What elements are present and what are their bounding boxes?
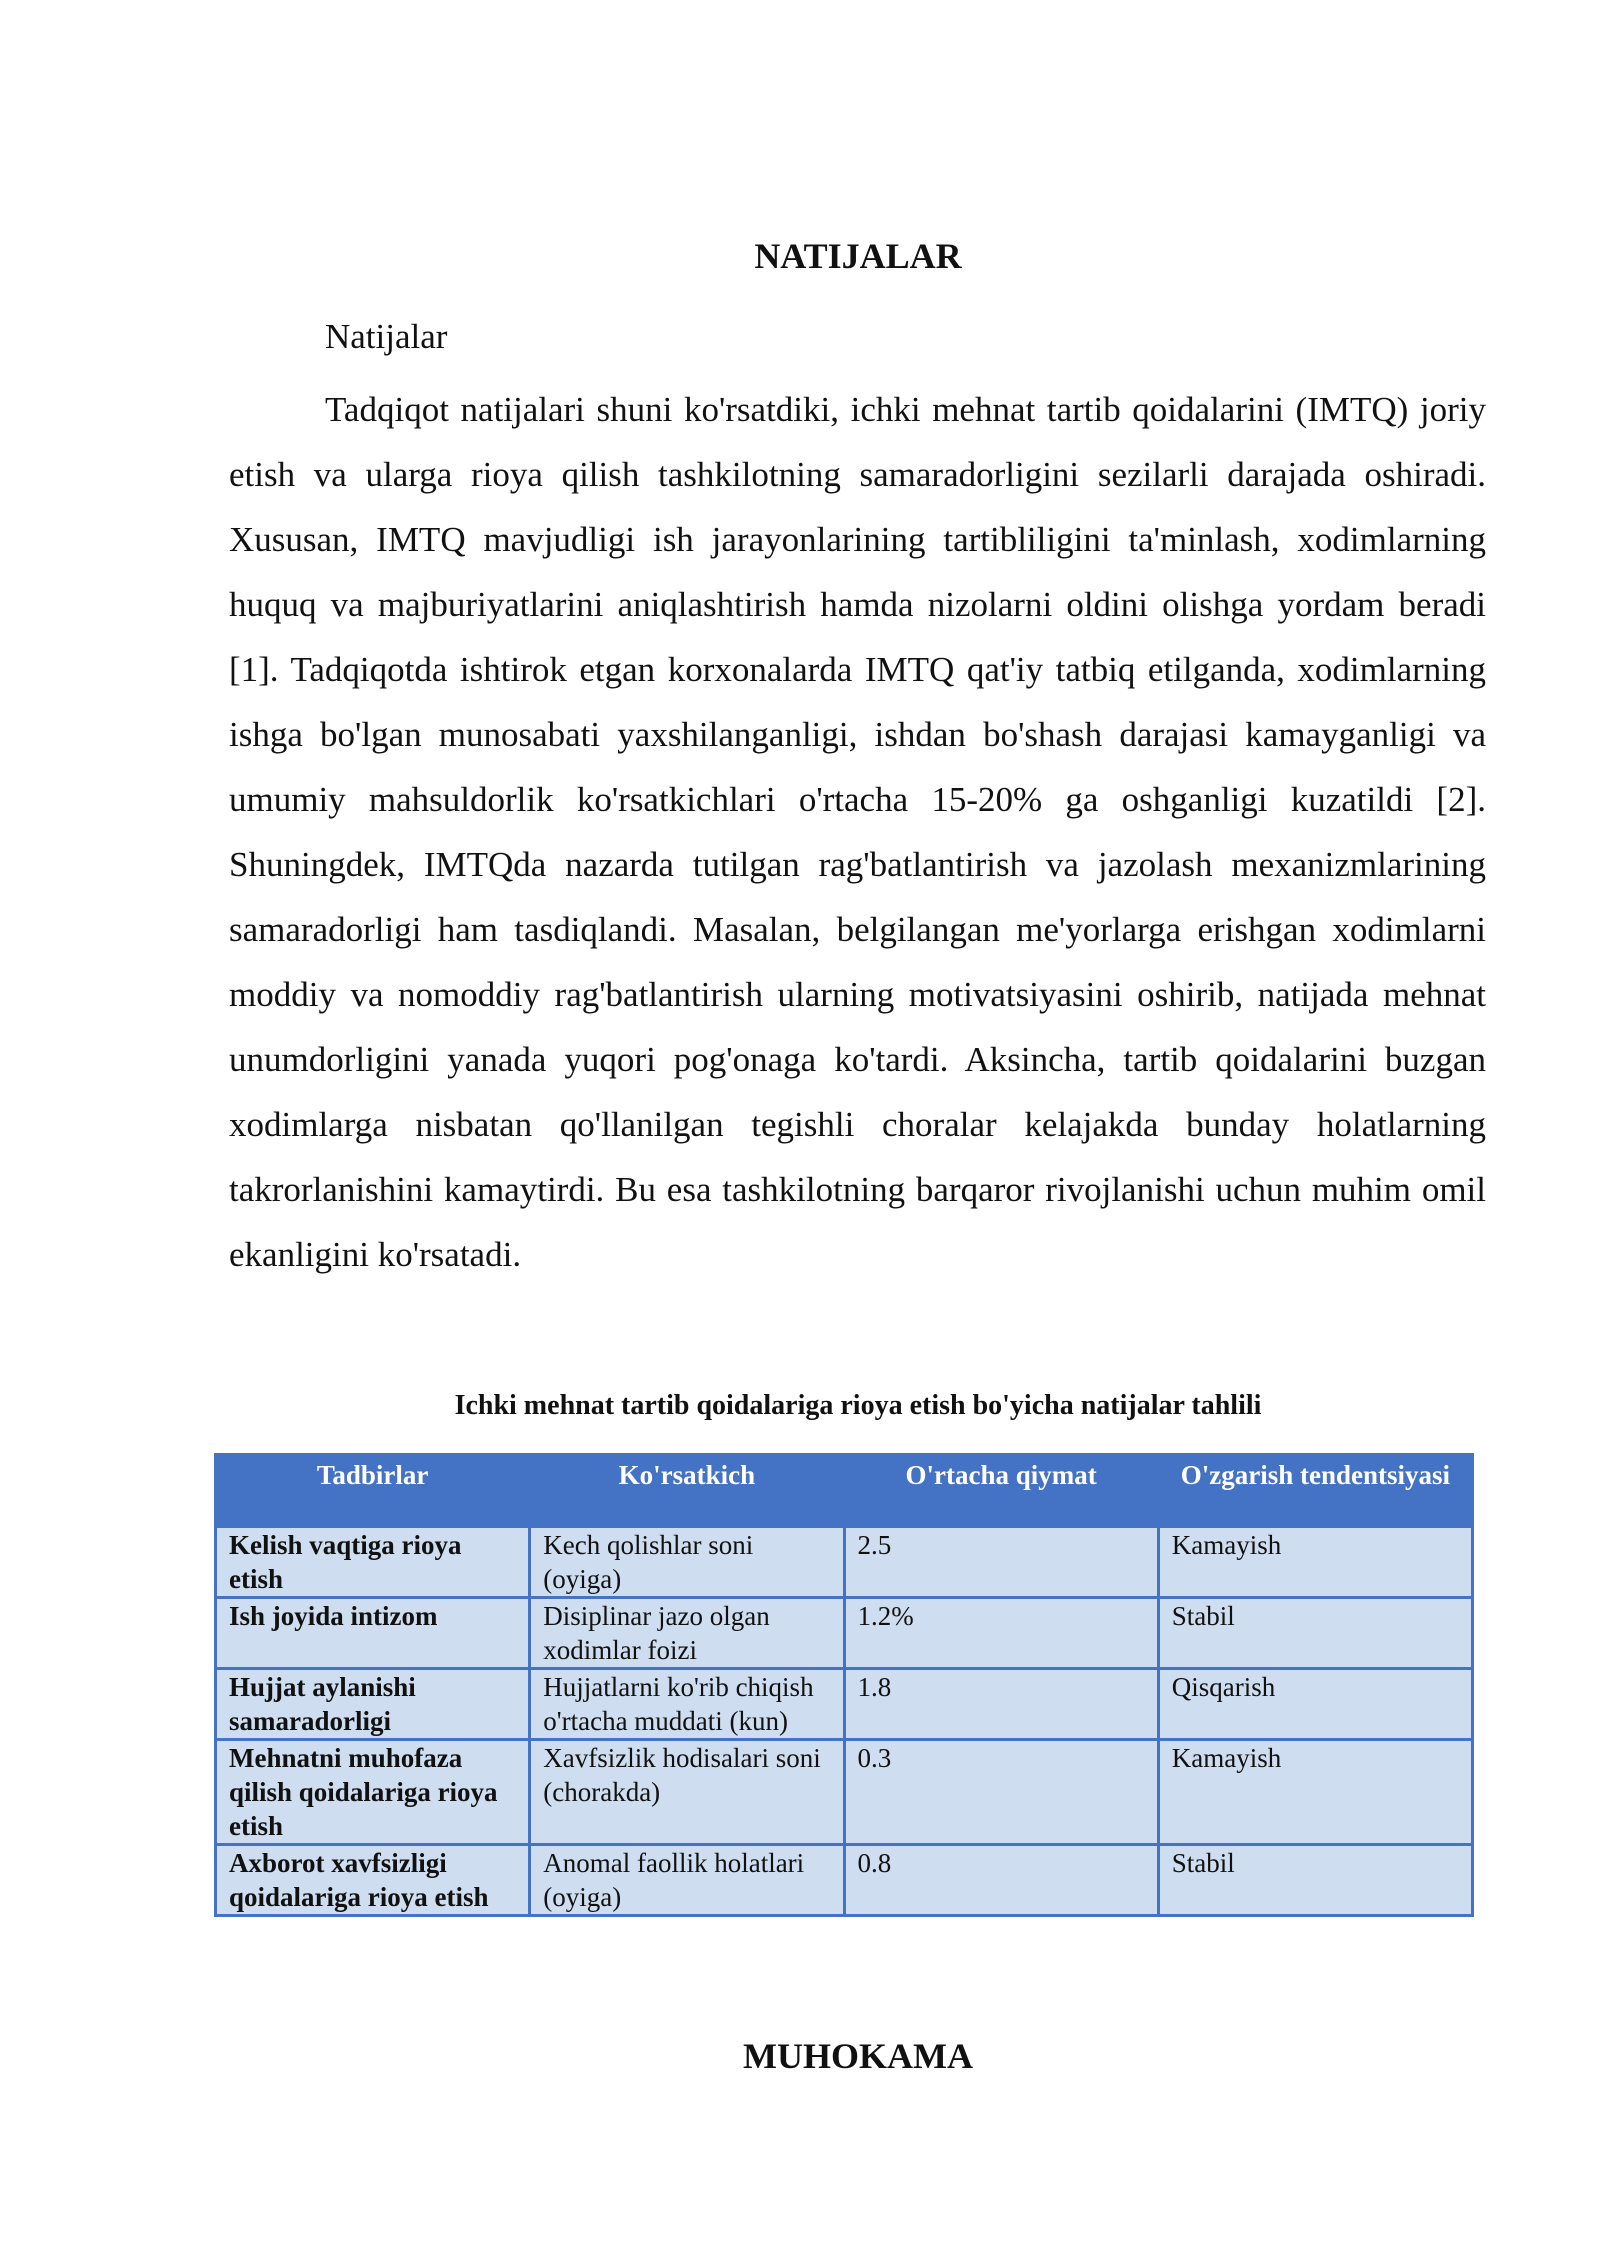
table-header-row [216,1455,1473,1526]
cell-activity: Axborot xavfsizligi qoidalariga rioya etish [216,1845,530,1916]
table-row [216,1669,1473,1740]
table-row [216,1598,1473,1669]
cell-indicator: Hujjatlarni ko'rib chiqish o'rtacha muddati (kun) [530,1669,844,1740]
header-cell-trend: O'zgarish tendentsiyasi [1158,1455,1472,1526]
cell-trend: Stabil [1158,1845,1472,1916]
results-paragraph: Tadqiqot natijalari shuni ko'rsatdiki, ichki mehnat tartib qoidalarini (IMTQ) joriy etish va ularga rioya qilish tashkilotning samaradorligini sezilarli darajada oshiradi. Xususan, IMTQ mavjudligi ish jarayonlarining tartibliligini ta'minlash, xodimlarning huquq va majburiyatlarini aniqlashtirish hamda nizolarni oldini olishga yordam beradi [1]. Tadqiqotda ishtirok etgan korxonalarda IMTQ qat'iy tatbiq etilganda, xodimlarning ishga bo'lgan munosabati yaxshilanganligi, ishdan bo'shash darajasi kamayganligi va umumiy mahsuldorlik ko'rsatkichlari o'rtacha 15-20% ga oshganligi kuzatildi [2]. Shuningdek, IMTQda nazarda tutilgan rag'batlantirish va jazolash mexanizmlarining samaradorligi ham tasdiqlandi. Masalan, belgilangan me'yorlarga erishgan xodimlarni moddiy va nomoddiy rag'batlantirish ularning motivatsiyasini oshirib, natijada mehnat unumdorligini yanada yuqori pog'onaga ko'tardi. Aksincha, tartib qoidalarini buzgan xodimlarga nisbatan qo'llanilgan tegishli choralar kelajakda bunday holatlarning takrorlanishini kamaytirdi. Bu esa tashkilotning barqaror rivojlanishi uchun muhim omil ekanligini ko'rsatadi. [229,390,1486,1274]
header-cell-activities: Tadbirlar [216,1455,530,1526]
cell-indicator: Xavfsizlik hodisalari soni (chorakda) [530,1740,844,1845]
cell-trend: Kamayish [1158,1525,1472,1598]
header-cell-indicator: Ko'rsatkich [530,1455,844,1526]
cell-activity: Ish joyida intizom [216,1598,530,1669]
cell-average-value: 0.3 [844,1740,1158,1845]
discussion-section-title: MUHOKAMA [743,2036,973,2076]
table-row [216,1525,1473,1598]
cell-trend: Qisqarish [1158,1669,1472,1740]
cell-average-value: 1.2% [844,1598,1158,1669]
table-row [216,1845,1473,1916]
cell-average-value: 1.8 [844,1669,1158,1740]
results-subheading: Natijalar [325,317,448,356]
table-caption: Ichki mehnat tartib qoidalariga rioya etish bo'yicha natijalar tahlili [454,1390,1262,1421]
cell-activity: Mehnatni muhofaza qilish qoidalariga rioya etish [216,1740,530,1845]
cell-trend: Stabil [1158,1598,1472,1669]
header-cell-average-value: O'rtacha qiymat [844,1455,1158,1526]
cell-indicator: Kech qolishlar soni (oyiga) [530,1525,844,1598]
cell-activity: Hujjat aylanishi samaradorligi [216,1669,530,1740]
cell-indicator: Disiplinar jazo olgan xodimlar foizi [530,1598,844,1669]
cell-activity: Kelish vaqtiga rioya etish [216,1525,530,1598]
cell-indicator: Anomal faollik holatlari (oyiga) [530,1845,844,1916]
results-table [214,1453,1474,1917]
table-row [216,1740,1473,1845]
cell-trend: Kamayish [1158,1740,1472,1845]
cell-average-value: 2.5 [844,1525,1158,1598]
results-section-title: NATIJALAR [754,236,962,276]
cell-average-value: 0.8 [844,1845,1158,1916]
